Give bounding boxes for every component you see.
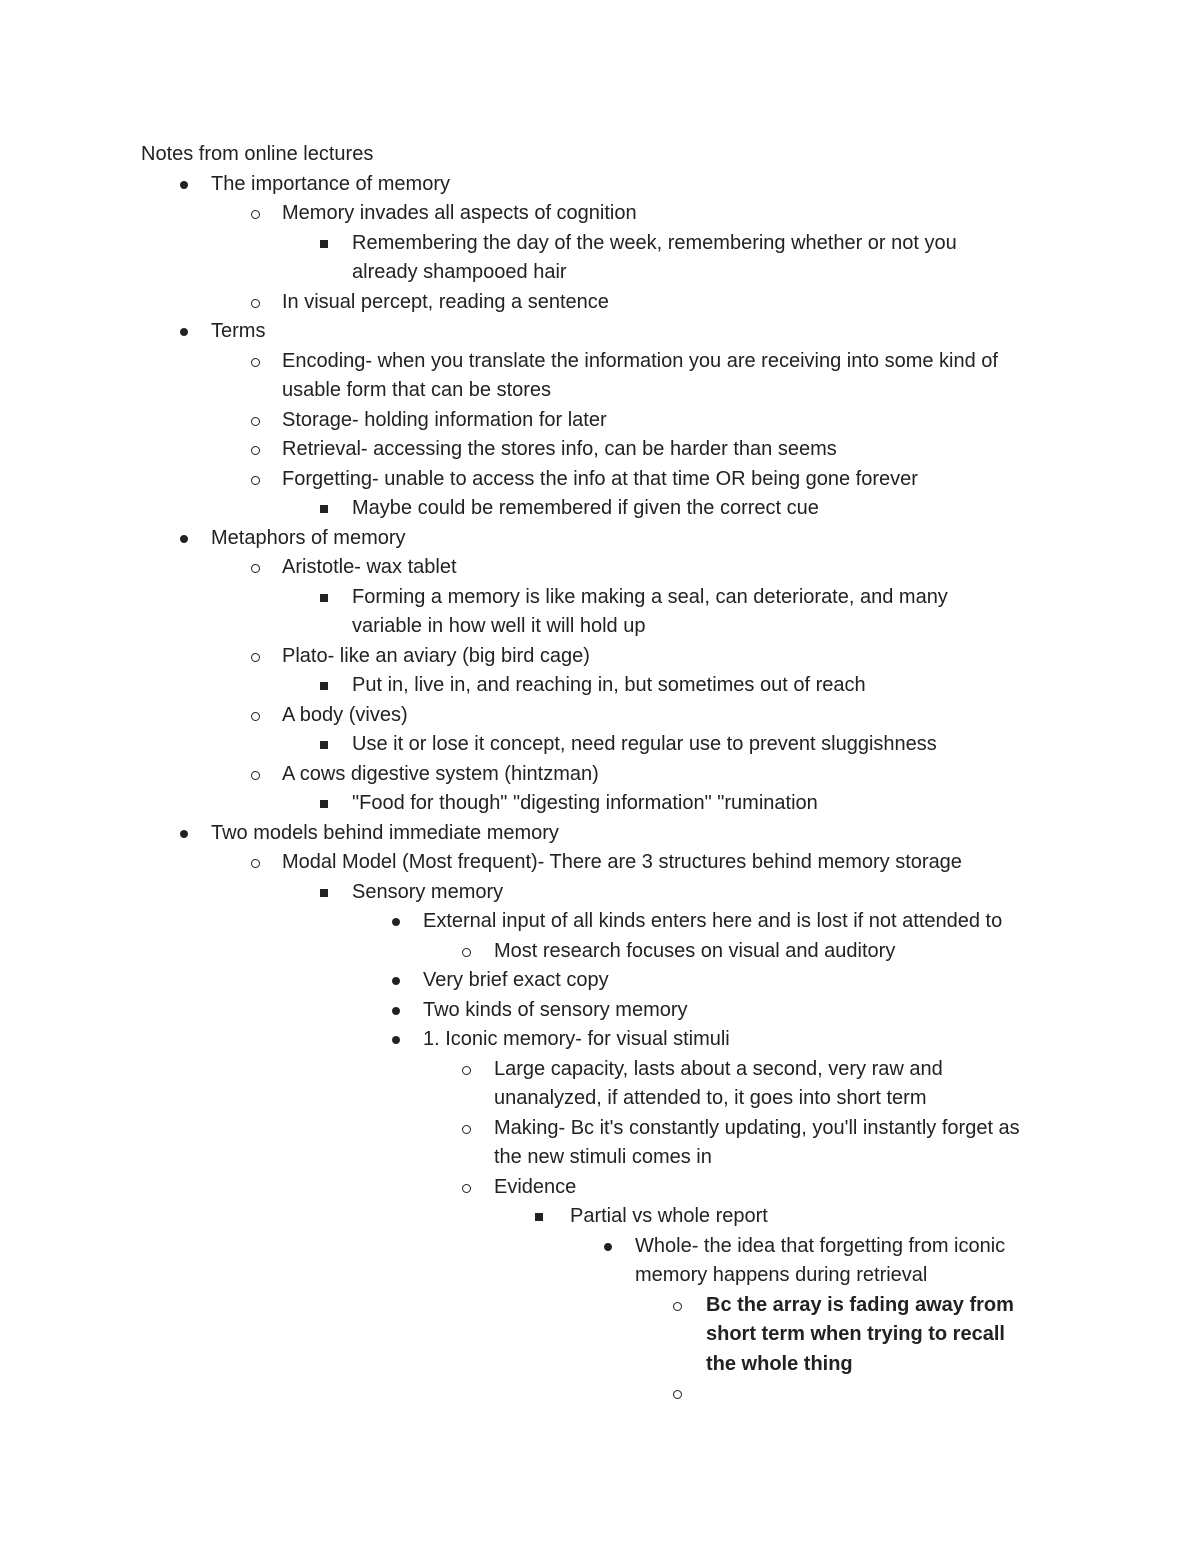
disc-bullet-icon — [180, 830, 188, 838]
list-item: Retrieval- accessing the stores info, can be harder than seems — [282, 438, 837, 460]
list-item: The importance of memory — [211, 172, 450, 195]
disc-bullet-icon — [392, 1007, 400, 1015]
list-item: Maybe could be remembered if given the correct cue — [352, 497, 819, 519]
square-bullet-icon — [320, 889, 328, 897]
circle-bullet-icon — [673, 1302, 682, 1311]
square-bullet-icon — [320, 594, 328, 602]
circle-bullet-icon — [462, 1125, 471, 1134]
circle-bullet-icon — [251, 476, 260, 485]
circle-bullet-icon — [462, 1184, 471, 1193]
list-item: Aristotle- wax tablet — [282, 556, 457, 578]
disc-bullet-icon — [392, 977, 400, 985]
disc-bullet-icon — [604, 1243, 612, 1251]
circle-bullet-icon — [251, 712, 260, 721]
list-item: Encoding- when you translate the information you are receiving into some kind of usable form that can be stores — [282, 349, 998, 401]
list-item: Memory invades all aspects of cognition — [282, 202, 637, 224]
circle-bullet-icon — [462, 948, 471, 957]
circle-bullet-icon — [251, 210, 260, 219]
square-bullet-icon — [320, 682, 328, 690]
circle-bullet-icon — [251, 771, 260, 780]
list-item: Modal Model (Most frequent)- There are 3 structures behind memory storage — [282, 851, 962, 873]
circle-bullet-icon — [251, 859, 260, 868]
list-item: Very brief exact copy — [423, 969, 609, 991]
list-item: Two kinds of sensory memory — [423, 998, 688, 1021]
list-item: Forming a memory is like making a seal, can deteriorate, and many variable in how well it will hold up — [352, 585, 948, 637]
list-item: Sensory memory — [352, 880, 504, 903]
circle-bullet-icon — [251, 653, 260, 662]
list-item: A cows digestive system (hintzman) — [282, 762, 599, 785]
square-bullet-icon — [535, 1213, 543, 1221]
disc-bullet-icon — [392, 1036, 400, 1044]
circle-bullet-icon — [251, 564, 260, 573]
circle-bullet-icon — [462, 1066, 471, 1075]
circle-bullet-icon — [251, 358, 260, 367]
square-bullet-icon — [320, 505, 328, 513]
circle-bullet-icon — [251, 446, 260, 455]
disc-bullet-icon — [180, 181, 188, 189]
list-item: A body (vives) — [282, 703, 408, 726]
circle-bullet-icon — [251, 299, 260, 308]
square-bullet-icon — [320, 800, 328, 808]
list-item: Bc the array is fading away from short term when trying to recall the whole thing — [706, 1293, 1014, 1375]
disc-bullet-icon — [180, 328, 188, 336]
list-item: Evidence — [494, 1175, 577, 1198]
list-item: Partial vs whole report — [570, 1205, 768, 1227]
list-item: Two models behind immediate memory — [211, 821, 559, 844]
list-item: Forgetting- unable to access the info at that time OR being gone forever — [282, 467, 918, 490]
list-item: Plato- like an aviary (big bird cage) — [282, 644, 590, 667]
list-item: In visual percept, reading a sentence — [282, 290, 609, 313]
square-bullet-icon — [320, 240, 328, 248]
square-bullet-icon — [320, 741, 328, 749]
list-item: Large capacity, lasts about a second, very raw and unanalyzed, if attended to, it goes into short term — [494, 1057, 943, 1109]
list-item: Put in, live in, and reaching in, but sometimes out of reach — [352, 674, 866, 696]
circle-bullet-icon — [673, 1390, 682, 1399]
document-title: Notes from online lectures — [141, 143, 374, 165]
list-item: Remembering the day of the week, remembering whether or not you already shampooed hair — [352, 231, 957, 283]
circle-bullet-icon — [251, 417, 260, 426]
list-item: Use it or lose it concept, need regular use to prevent sluggishness — [352, 733, 937, 755]
list-item: External input of all kinds enters here and is lost if not attended to — [423, 910, 1003, 932]
list-item: Storage- holding information for later — [282, 408, 607, 431]
disc-bullet-icon — [180, 535, 188, 543]
disc-bullet-icon — [392, 918, 400, 926]
list-item: "Food for though" "digesting information" "rumination — [352, 792, 818, 814]
list-item: Terms — [211, 320, 266, 342]
list-item: Whole- the idea that forgetting from iconic memory happens during retrieval — [635, 1234, 1006, 1286]
list-item: 1. Iconic memory- for visual stimuli — [423, 1028, 730, 1050]
list-item: Most research focuses on visual and auditory — [494, 939, 896, 962]
list-item: Making- Bc it's constantly updating, you'll instantly forget as the new stimuli comes in — [494, 1116, 1020, 1168]
list-item: Metaphors of memory — [211, 526, 406, 549]
